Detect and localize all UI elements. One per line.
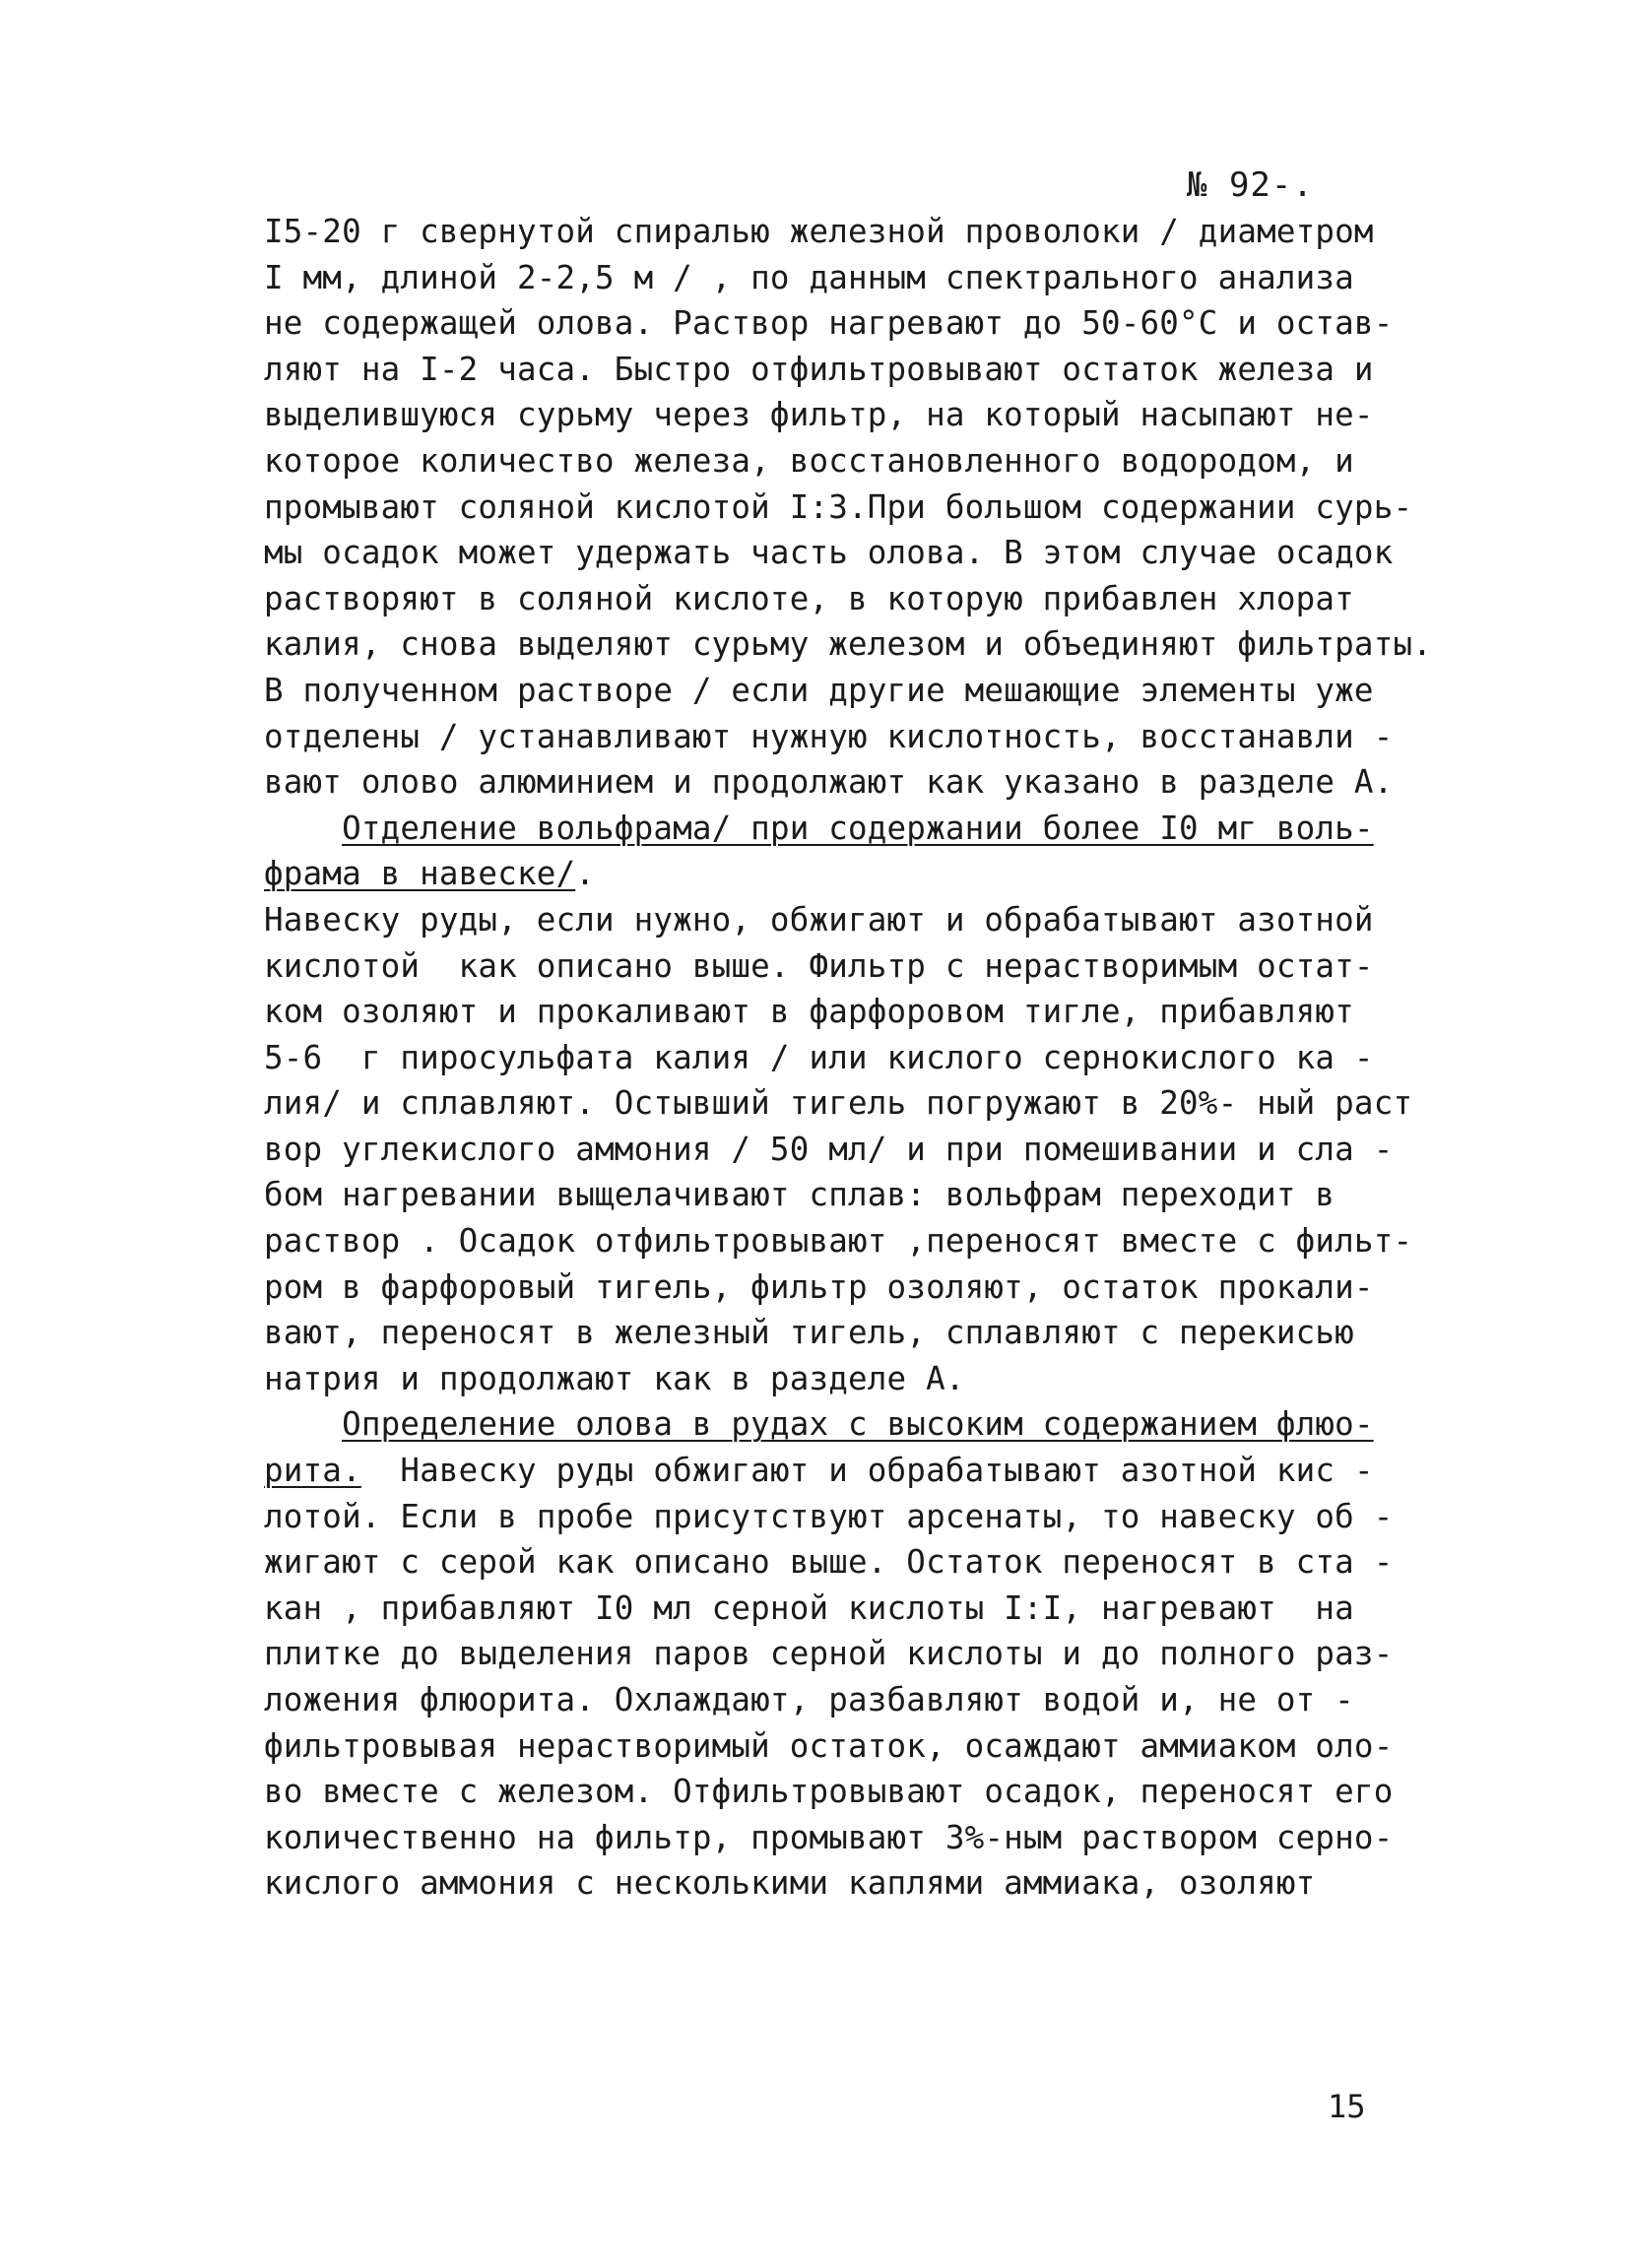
text-line: 5-6 г пиросульфата калия / или кислого сернокислого ка - xyxy=(264,1038,1374,1076)
text-line: количественно на фильтр, промывают 3%-ным раствором серно- xyxy=(264,1818,1394,1856)
text-line: калия, снова выделяют сурьму железом и объединяют фильтраты. xyxy=(264,625,1432,664)
text-line: I мм, длиной 2-2,5 м / , по данным спектрального анализа xyxy=(264,258,1354,296)
text-line: плитке до выделения паров серной кислоты и до полного раз- xyxy=(264,1635,1394,1673)
text-line: кислого аммония с несколькими каплями аммиака, озоляют xyxy=(264,1864,1316,1903)
document-number: № 92-. xyxy=(1187,165,1314,205)
text-line: раствор . Осадок отфильтровывают ,переносят вместе с фильт- xyxy=(264,1222,1413,1261)
text-line: промывают соляной кислотой I:3.При большом содержании сурь- xyxy=(264,487,1413,526)
text-line: бом нагревании выщелачивают сплав: вольфрам переходит в xyxy=(264,1176,1335,1214)
text-line: ком озоляют и прокаливают в фарфоровом тигле, прибавляют xyxy=(264,993,1354,1031)
text-line: жигают с серой как описано выше. Остаток переносят в ста - xyxy=(264,1543,1394,1582)
text-line: отделены / устанавливают нужную кислотность, восстанавли - xyxy=(264,717,1394,755)
text-line: Навеску руды, если нужно, обжигают и обрабатывают азотной xyxy=(264,900,1374,939)
text-line: лия/ и сплавляют. Остывший тигель погружают в 20%- ный раст xyxy=(264,1084,1413,1123)
text-line: вают, переносят в железный тигель, сплавляют с перекисью xyxy=(264,1314,1354,1352)
text-line: В полученном растворе / если другие мешающие элементы уже xyxy=(264,671,1374,709)
section-heading-fluorite: Определение олова в рудах с высоким содержанием флюо- xyxy=(342,1405,1374,1444)
text-line: мы осадок может удержать часть олова. В этом случае осадок xyxy=(264,534,1394,572)
text-line: натрия и продолжают как в разделе А. xyxy=(264,1359,965,1397)
text-line: ляют на I-2 часа. Быстро отфильтровывают остаток железа и xyxy=(264,350,1374,388)
text-line: растворяют в соляной кислоте, в которую прибавлен хлорат xyxy=(264,579,1354,617)
text-line: во вместе с железом. Отфильтровывают осадок, переносят его xyxy=(264,1773,1394,1811)
section-heading-fluorite-cont: рита. Навеску руды обжигают и обрабатывают азотной кис - xyxy=(264,1452,1374,1490)
text-line: лотой. Если в пробе присутствуют арсенаты, то навеску об - xyxy=(264,1497,1394,1535)
text-line: фильтровывая нерастворимый остаток, осаждают аммиаком оло- xyxy=(264,1726,1394,1765)
section-heading-tungsten-cont: фрама в навеске/. xyxy=(264,855,596,893)
text-line: вают олово алюминием и продолжают как указано в разделе А. xyxy=(264,763,1394,802)
text-line: не содержащей олова. Раствор нагревают до 50-60°С и остав- xyxy=(264,304,1394,343)
text-line: ром в фарфоровый тигель, фильтр озоляют, остаток прокали- xyxy=(264,1267,1374,1306)
text-line: кан , прибавляют I0 мл серной кислоты I:I, нагревают на xyxy=(264,1588,1354,1627)
text-line: I5-20 г свернутой спиралью железной проволоки / диаметром xyxy=(264,213,1374,250)
body-text xyxy=(264,209,1584,1907)
text-line: которое количество железа, восстановленного водородом, и xyxy=(264,441,1354,480)
section-heading-tungsten: Отделение вольфрама/ при содержании более I0 мг воль- xyxy=(342,809,1374,847)
text-line: вор углекислого аммония / 50 мл/ и при помешивании и сла - xyxy=(264,1130,1394,1168)
text-line: ложения флюорита. Охлаждают, разбавляют водой и, не от - xyxy=(264,1681,1354,1718)
page-number: 15 xyxy=(1328,2088,1366,2125)
text-line: выделившуюся сурьму через фильтр, на который насыпают не- xyxy=(264,396,1374,434)
text-line: кислотой как описано выше. Фильтр с нерастворимым остат- xyxy=(264,946,1374,985)
